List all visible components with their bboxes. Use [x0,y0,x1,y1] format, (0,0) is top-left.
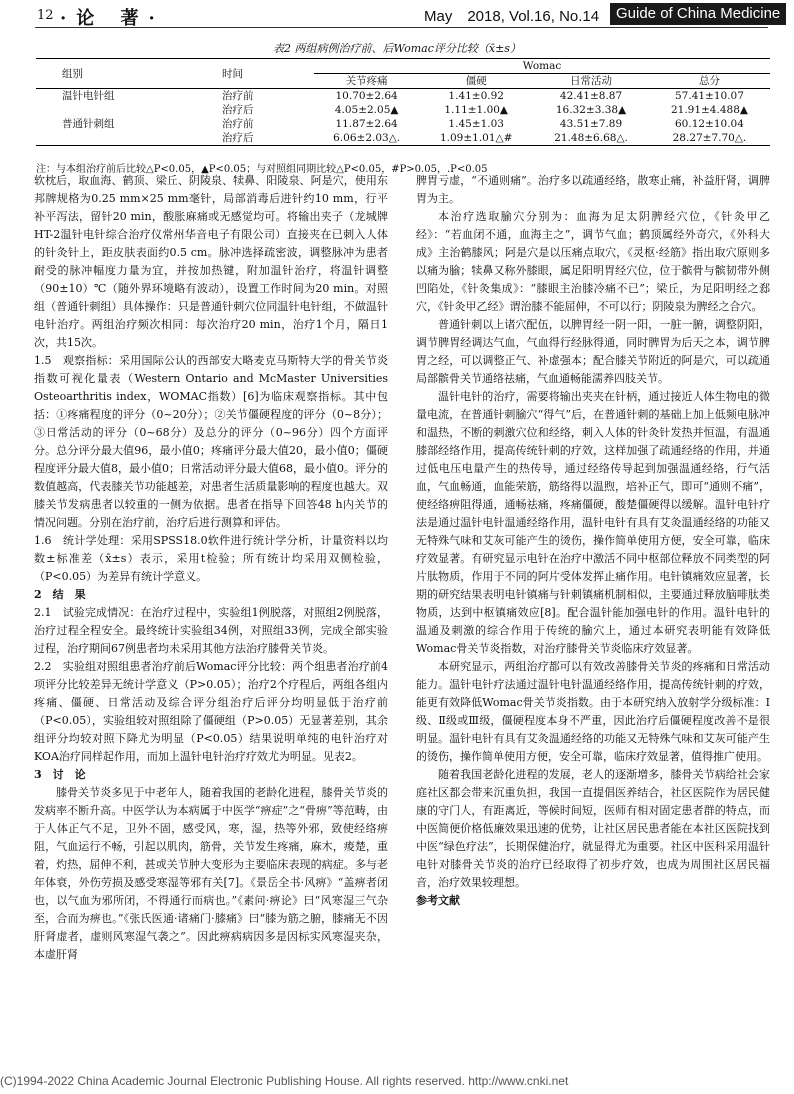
womac-table [36,58,770,146]
issue-info: May 2018, Vol.16, No.14 [424,8,600,25]
page-number: 12 [37,8,54,23]
table-row: 温针电针组 治疗前 10.70±2.64 1.41±0.92 42.41±8.87 57.41±10.07 [36,89,770,104]
running-header [0,0,794,34]
header-rule [35,27,768,28]
paragraph: 1.6 统计学处理：采用SPSS18.0软件进行统计学分析，计量资料以均数±标准差（x̄±s）表示，采用t检验；所有统计均采用双侧检验，（P<0.05）为差异有统计学意义。 [34,534,388,583]
journal-section: ·论 著· [60,8,165,29]
paragraph: 温针电针的治疗，需要将输出夹夹在针柄，通过接近人体生物电的微量电流，在普通针刺腧穴“得气”后，在普通针刺的基础上加上低频电脉冲和温热，不断的刺激穴位和经络，刺入人体的针灸针发热并恒温，有温通膝部经络作用，提高传统针刺的疗效，这样加强了疏通经络的作用，并通过低电压电量产生的热传导，通过经络传导起到加强温通经络，行气活血，气血畅通，血能荣筋，筋络得以温煦，培补正气，即可“通则不痛”，使经络痹阻得通，通畅祛痛，疼痛僵硬，酸楚僵硬得以缓解。温针电针疗法是通过温针电针温通经络作用，温针电针有具有艾灸温通经络的功能又无特殊气味和艾灰可能产生的烫伤，操作简单使用方便，安全可靠，临床疗效显著。有研究显示电针在治疗中激活不同中枢部位释放不同类型的阿片肽物质，作用于不同的阿片受体发挥止痛作用。电针镇痛效应显著，长期的研究结果表明电针镇痛与针刺镇痛机制相似，主要通过释放脑啡肽类物质，达到中枢镇痛效应[8]。配合温针能加强电针的作用。温针电针的温通及刺激的综合作用于传统的腧穴上，通过本研究表明能有效降低Womac骨关节炎指数，对治疗膝骨关节炎临床疗效显著。 [416,390,770,655]
col-womac-header: Womac [314,59,770,74]
paragraph: 随着我国老龄化进程的发展，老人的逐渐增多，膝骨关节病给社会家庭社区都会带来沉重负担，我国一直提倡医养结合，社区医院作为居民健康的守门人，有距离近，等候时间短，医师有相对固定患者群的特点，而中医简便价格低廉效果迅速的优势，让社区居民患者能在本社区医院找到中医“绿色疗法”，长期保健治疗，就显得尤为重要。社区中医科采用温针电针对膝骨关节炎的治疗已经取得了初步疗效，也成为周围社区居民福音，治疗效果较理想。 [416,768,770,889]
left-column [34,172,388,964]
paragraph: 2.1 试验完成情况：在治疗过程中，实验组1例脱落，对照组2例脱落，治疗过程全程安全。最终统计实验组34例，对照组33例，完成全部实验过程，治疗期间67例患者均未采用其他方法治疗膝骨关节炎。 [34,606,388,655]
journal-name-badge: Guide of China Medicine [610,3,786,25]
table-row: 治疗后 4.05±2.05▲ 1.11±1.00▲ 16.32±3.38▲ 21.91±4.488▲ [222,104,748,116]
paragraph: 脾胃亏虚，“不通则痛”。治疗多以疏通经络，散寒止痛，补益肝肾，调脾胃为主。 [416,174,770,205]
table-note: 注：与本组治疗前后比较△P<0.05，▲P<0.05；与对照组同期比较△P<0.05，#P>0.05，.P<0.05 [36,164,488,175]
section-heading: 2 结 果 [34,588,86,601]
subcol-stiffness: 僵硬 [465,75,487,87]
section-heading: 3 讨 论 [34,768,86,781]
subcol-pain: 关节疼痛 [345,75,388,87]
table-row: 治疗后 6.06±2.03△. 1.09±1.01△# 21.48±6.68△. 28.27±7.70△. [36,131,770,146]
subcol-total: 总分 [698,75,720,87]
paragraph: 本研究显示，两组治疗都可以有效改善膝骨关节炎的疼痛和日常活动能力。温针电针疗法通过温针电针温通经络作用，提高传统针刺的疗效，能更有效降低Womac骨关节炎指数。由于本研究纳入放射学分级标准：Ⅰ级、Ⅱ级或Ⅲ级，僵硬程度本身不严重，因此治疗后僵硬程度改善不是很明显。温针电针有具有艾灸温通经络的功能又无特殊气味和艾灰可能产生的烫伤，操作简单使用方便，安全可靠，临床疗效显著，值得推广使用。 [416,660,770,763]
paragraph: 膝骨关节炎多见于中老年人，随着我国的老龄化进程，膝骨关节炎的发病率不断升高。中医学认为本病属于中医学“痹症”之“骨痹”等范畴，由于人体正气不足，卫外不固，感受风，寒，湿，热等外邪，致使经络痹阻，气血运行不畅，引起以肌肉，筋骨，关节发生疼痛，麻木，痠楚，重着，灼热，屈伸不利，甚或关节肿大变形为主要临床表现的病症。多与老年体衰，外伤劳损及感受寒湿等邪有关[7]。《景岳全书·风痹》“盖痹者闭也，以气血为邪所闭，不得通行而病也。”《素问·痹论》曰“风寒湿三气杂至，合而为痹也。”《张氏医通·诸痛门·膝痛》曰“膝为筋之腑，膝痛无不因肝肾虚者，虚则风寒湿气袭之”。因此痹病病因多是因标实风寒湿夹杂，本虚肝肾 [34,786,388,961]
section-heading: 参考文献 [416,894,460,907]
subcol-activity: 日常活动 [570,75,613,87]
paragraph: 2.2 实验组对照组患者治疗前后Womac评分比较：两个组患者治疗前4项评分比较差异无统计学意义（P>0.05）；治疗2个疗程后，两组各组内疼痛、僵硬、日常活动及综合评分组治疗后评分均明显低于治疗前（P<0.05），实验组较对照组除了僵硬组（P>0.05）无显著差别，其余组评分均较对照下降尤为明显（P<0.05）结果说明单纯的电针治疗对KOA治疗同样起作用，而加上温针电针治疗疗效尤为明显。见表2。 [34,660,388,763]
col-group-header: 组别 [36,59,222,89]
paragraph: 软枕后，取血海、鹤顶、梁丘、阴陵泉、犊鼻、阳陵泉、阿是穴，使用东邦牌规格为0.25 mm×25 mm毫针，局部消毒后进针约10 mm，行平补平泻法，留针20 min，酸胀麻痛或无感觉均可。将输出夹子（龙城牌HT-2温针电针综合治疗仪常州华音电子有限公司）直接夹在已刺入人体的针灸针上，距皮肤表面约0.5 cm。脉冲选择疏密波，调整脉冲为患者耐受的脉冲幅度力量为宜，并按加热键，附加温针治疗，将温针调整（90±10）℃（随外界环境略有波动），设置工作时间为20 min。对照组（普通针刺组）具体操作：只是普通针刺穴位同温针电针组，不做温针电针治疗。两组治疗频次相同：每次治疗20 min，治疗1个月，隔日1次，共15次。 [34,174,388,349]
table-row: 普通针刺组 治疗前 11.87±2.64 1.45±1.03 43.51±7.89 60.12±10.04 [62,118,744,130]
paragraph: 1.5 观察指标：采用国际公认的西部安大略麦克马斯特大学的骨关节炎指数可视化量表（Western Ontario and McMaster Universities Osteoarthritis index，WOMAC指数）[6]为临床观察指标。其中包括：①疼痛程度的评分（0~20分）；②关节僵硬程度的评分（0~8分）；③日常活动的评分（0~68分）及总分的评分（0~96分）四个方面评分。总分评分最大值96，最小值0；疼痛评分最大值20，最小值0；僵硬程度评分最大值8，最小值0；日常活动评分最大值68，最小值0。评分的数值越高，代表膝关节功能越差，对患者生活质量影响的程度也越大。双膝关节发病患者以较重的一侧为依据。患者在指导下回答48 h内关节的情况问题。分别在治疗前，治疗后进行测算和评估。 [34,354,388,529]
paragraph: 普通针刺以上诸穴配伍，以脾胃经一阴一阳，一脏一腑，调整阴阳，调节脾胃经调达气血，气血得行经脉得通，同时脾胃为后天之本，调节脾胃之经，可以调整正气、补虚强本；配合膝关节附近的阿是穴，可以疏通局部髌骨关节通络祛痛，气血通畅能濡养四肢关节。 [416,318,770,385]
paragraph: 本治疗选取腧穴分别为：血海为足太阴脾经穴位，《针灸甲乙经》：“若血闭不通，血海主之”，调节气血；鹤顶属经外奇穴，《外科大成》主治鹤膝风；阿是穴是以压痛点取穴，《灵枢·经筋》指出取穴原则多以痛为腧；犊鼻又称外膝眼，属足阳明胃经穴位，位于髌骨与髌韧带外侧凹陷处，《针灸集成》：“膝眼主治膝冷痛不已”；梁丘，为足阳明经之郄穴，《针灸甲乙经》谓治膝不能屈伸，不可以行；阴陵泉为脾经之合穴。 [416,210,770,313]
copyright-footer: (C)1994-2022 China Academic Journal Electronic Publishing House. All rights reserved. http://www.cnki.net [0,1074,569,1088]
right-column [416,172,770,910]
table-caption: 表2 两组病例治疗前、后Womac评分比较（x̄±s） [273,42,521,55]
col-time-header: 时间 [222,59,314,89]
